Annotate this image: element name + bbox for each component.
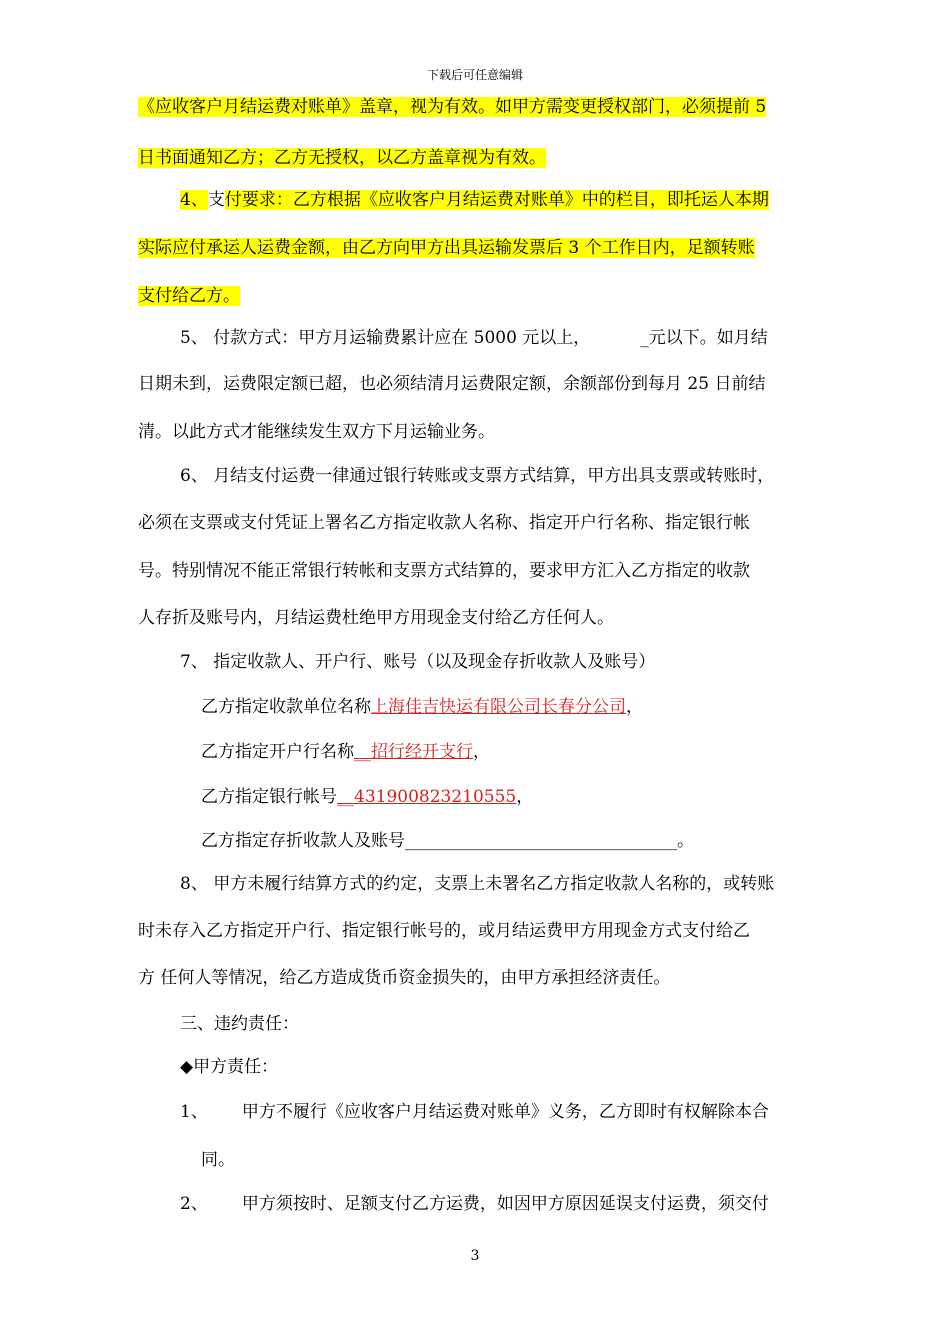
item-text: 甲方不履行《应收客户月结运费对账单》义务，乙方即时有权解除本合 [241, 1102, 769, 1122]
punctuation: ， [516, 787, 534, 807]
paragraph-line [138, 95, 766, 119]
payee-value: 上海佳吉快运有限公司长春分公司 [371, 697, 626, 717]
clause-6-line-2: 必须在支票或支付凭证上署名乙方指定收款人名称、指定开户行名称、指定银行帐 [138, 513, 750, 533]
clause-4-line-3 [138, 284, 240, 308]
clause-text: _元以下。如月结 [640, 328, 768, 348]
punctuation: ， [626, 697, 643, 717]
item-1-line-2: 同。 [201, 1150, 235, 1170]
highlighted-text: 《应收客户月结运费对账单》盖章，视为有效。如甲方需变更授权部门，必须提前 5 [138, 97, 767, 117]
clause-5-line-3: 清。以此方式才能继续发生双方下月运输业务。 [138, 422, 495, 442]
item-text: 甲方须按时、足额支付乙方运费，如因甲方原因延误支付运费，须交付 [241, 1194, 769, 1214]
clause-5-line-1 [180, 326, 768, 350]
payee-label: 乙方指定收款单位名称 [201, 697, 371, 717]
clause-6-line-1: 6、 月结支付运费一律通过银行转账或支票方式结算，甲方出具支票或转账时， [180, 466, 775, 486]
item-1-line-1 [180, 1100, 769, 1124]
clause-6-line-4: 人存折及账号内，月结运费杜绝甲方用现金支付给乙方任何人。 [138, 608, 614, 628]
clause-text: 5、 付款方式：甲方月运输费累计应在 5000 元以上， [180, 328, 591, 348]
paragraph-line [138, 146, 546, 170]
clause-6-line-3: 号。特别情况不能正常银行转帐和支票方式结算的，要求甲方汇入乙方指定的收款 [138, 561, 750, 581]
passbook-blank: ________________________________ [405, 831, 677, 851]
clause-4-line-2 [138, 236, 755, 260]
section-heading: 三、违约责任： [180, 1014, 299, 1034]
bank-value: __招行经开支行 [354, 742, 473, 762]
item-number: 1、 [180, 1102, 208, 1122]
party-a-heading: ◆甲方责任： [180, 1057, 279, 1077]
account-row [201, 785, 533, 809]
clause-4-line-1 [180, 188, 769, 212]
clause-5-line-2: 日期未到，运费限定额已超，也必须结清月运费限定额，余额部份到每月 25 日前结 [138, 374, 766, 394]
clause-8-line-3: 方 任何人等情况，给乙方造成货币资金损失的，由甲方承担经济责任。 [138, 968, 671, 988]
highlighted-text: 实际应付承运人运费金额，由乙方向甲方出具运输发票后 3 个工作日内，足额转账 [138, 238, 755, 258]
clause-8-line-1: 8、 甲方未履行结算方式的约定，支票上未署名乙方指定收款人名称的，或转账 [180, 874, 775, 894]
account-value: __431900823210555 [337, 787, 517, 807]
highlighted-text: 付要求：乙方根据《应收客户月结运费对账单》中的栏目，即托运人本期 [224, 190, 769, 210]
page-number: 3 [470, 1248, 480, 1264]
highlighted-text: 支付给乙方。 [138, 286, 240, 306]
clause-text: 支 [207, 190, 225, 210]
punctuation: 。 [677, 831, 694, 851]
bank-label: 乙方指定开户行名称 [201, 742, 354, 762]
passbook-row [201, 829, 694, 853]
item-number: 2、 [180, 1194, 208, 1214]
highlighted-text: 日书面通知乙方；乙方无授权，以乙方盖章视为有效。 [138, 148, 546, 168]
punctuation: ， [473, 742, 490, 762]
passbook-label: 乙方指定存折收款人及账号 [201, 831, 405, 851]
clause-8-line-2: 时未存入乙方指定开户行、指定银行帐号的，或月结运费甲方用现金方式支付给乙 [138, 921, 750, 941]
payee-row [201, 695, 643, 719]
item-2-line-1 [180, 1192, 769, 1216]
bank-row [201, 740, 490, 764]
page-header: 下载后可任意编辑 [426, 68, 523, 82]
clause-number: 4、 [180, 190, 208, 210]
account-label: 乙方指定银行帐号 [201, 787, 337, 807]
clause-7-title: 7、 指定收款人、开户行、账号（以及现金存折收款人及账号） [180, 652, 656, 672]
